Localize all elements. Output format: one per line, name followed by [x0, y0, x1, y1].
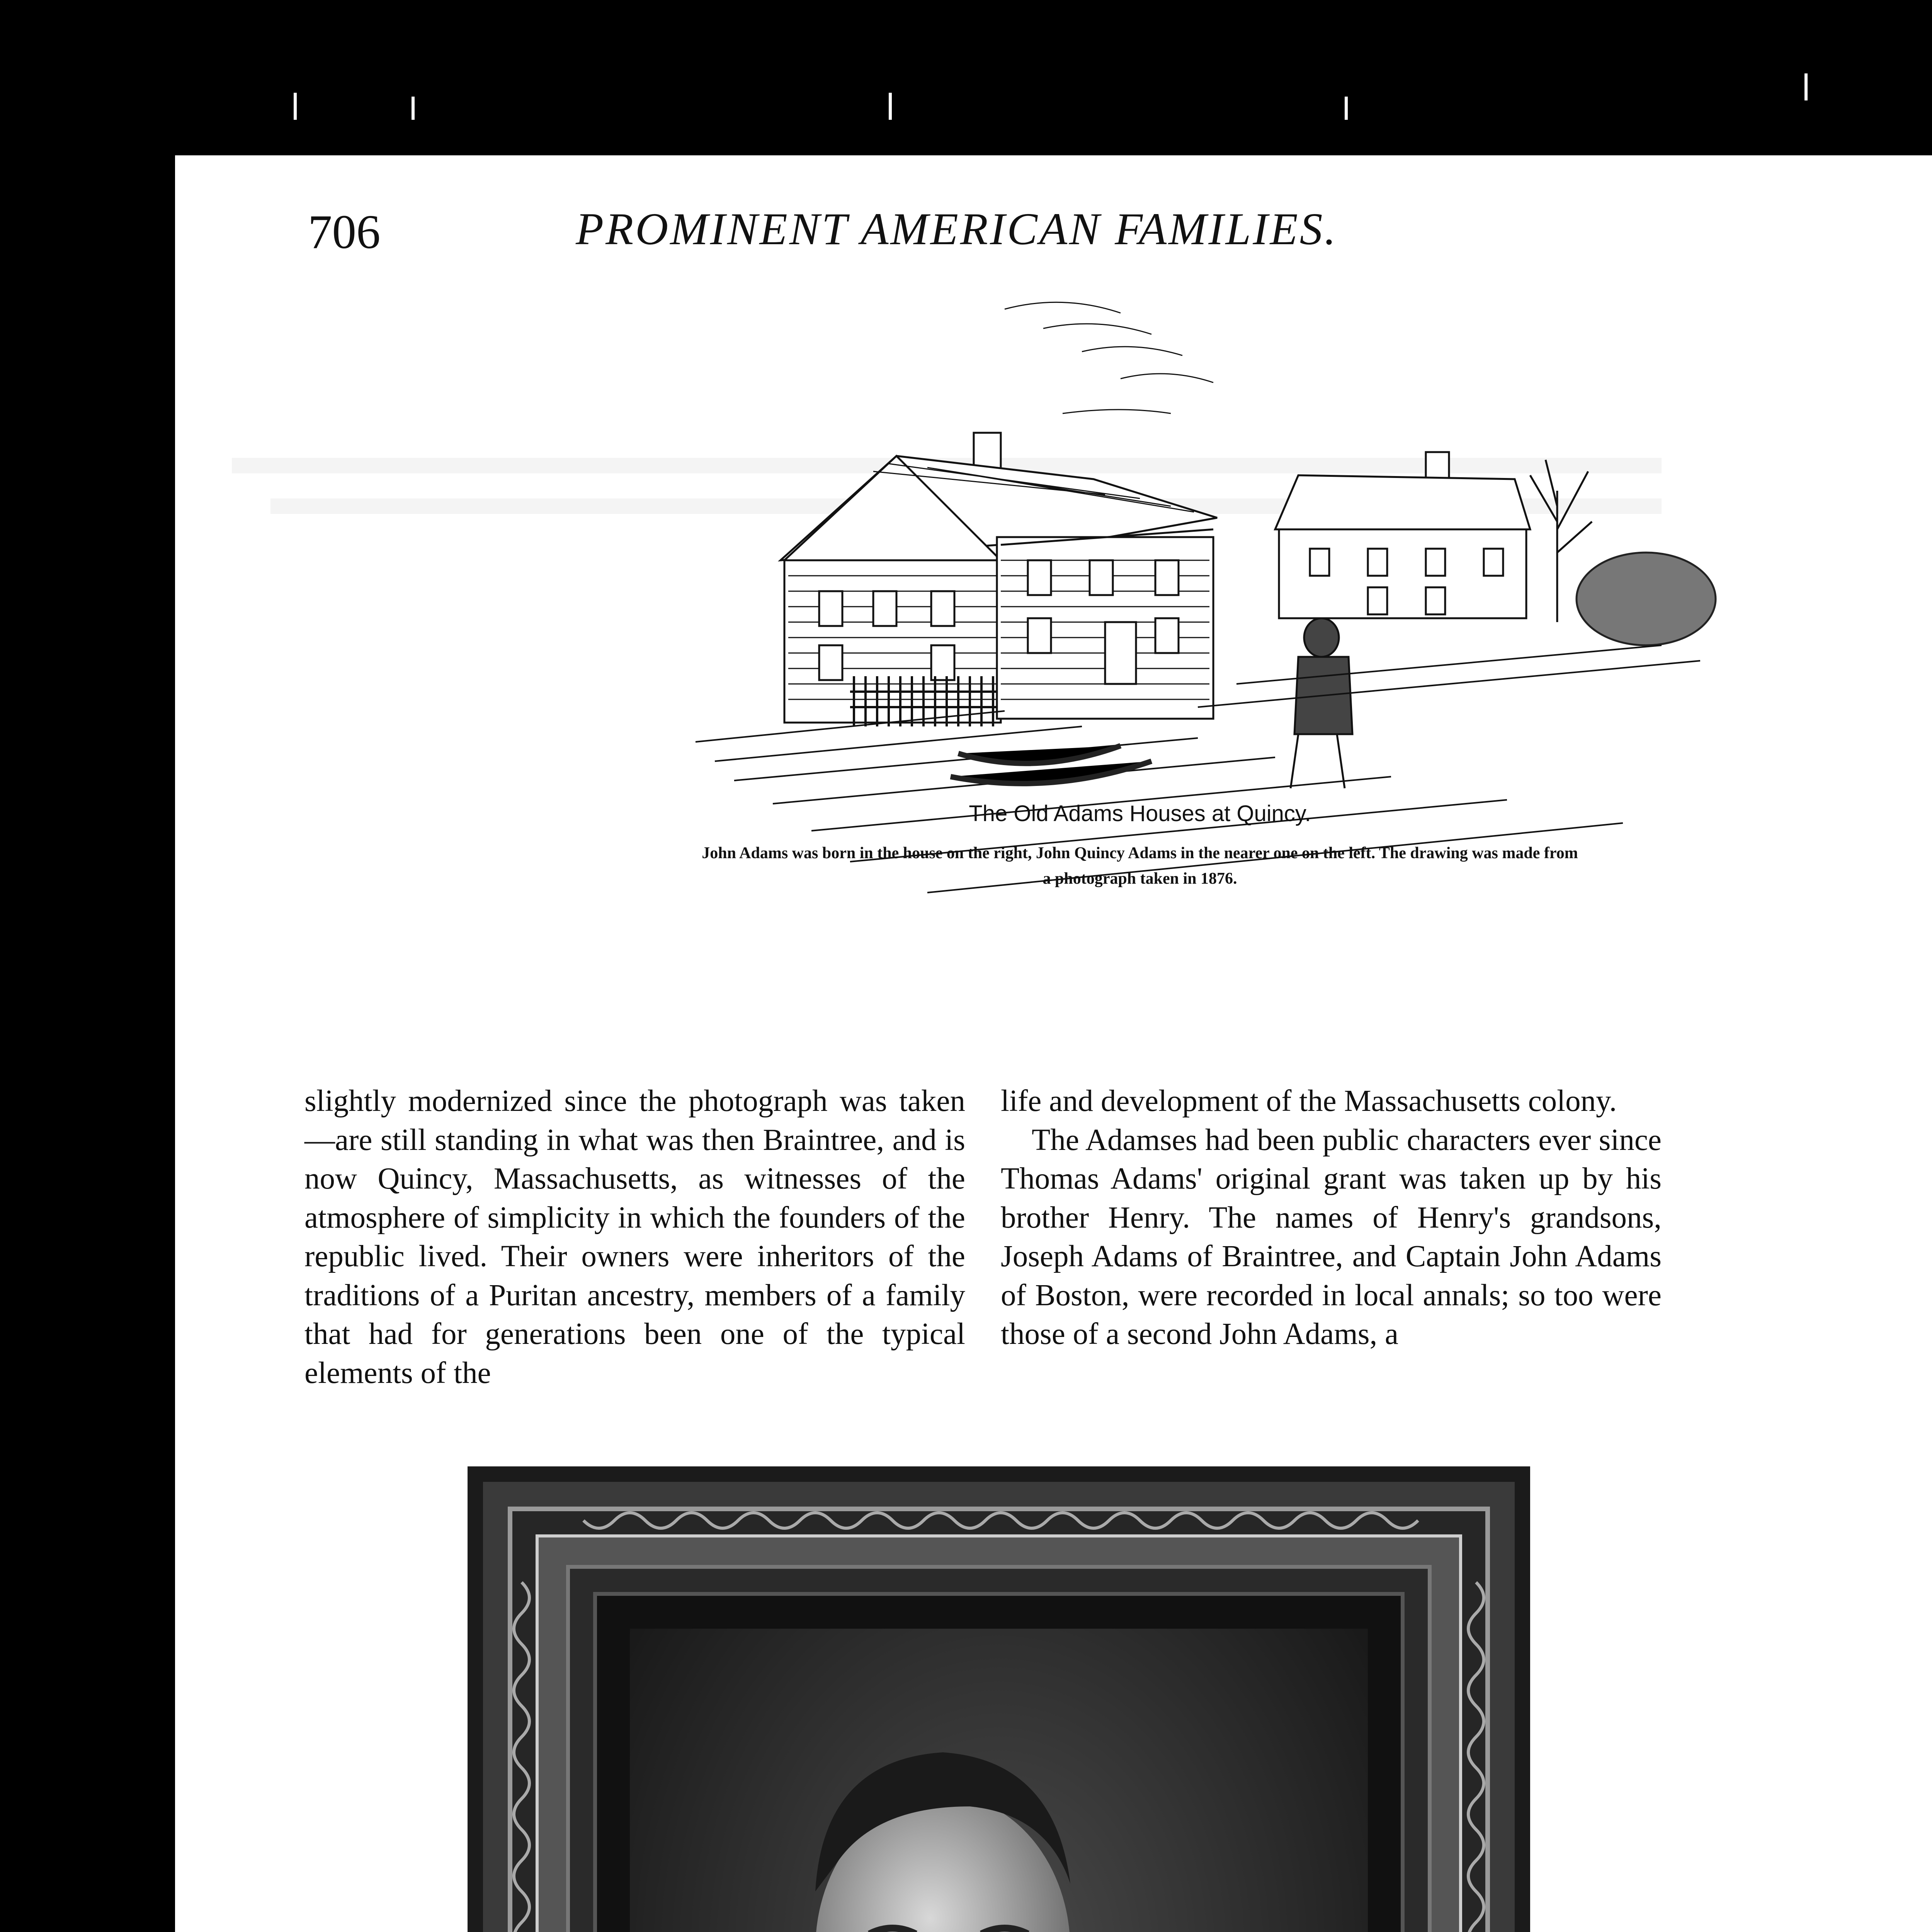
- page-number: 706: [308, 206, 381, 259]
- body-text-left-column: slightly modernized since the photograph was taken—are still standing in what was then Braintree, and is now Quincy, Massachusetts, as witnesses of the atmosphere of simplicity in which the founders of the republic lived. Their owners were inheritors of the traditions of a Puritan ancestry, members of a family that had for generations been one of the typical elements of the: [304, 1084, 965, 1390]
- paragraph: The Adamses had been public characters ever since Thomas Adams' original grant was taken up by his brother Henry. The names of Henry's grandsons, Joseph Adams of Braintree, and Captain John Adams of Boston, were recorded in local annals; so too were those of a second John Adams, a: [1001, 1123, 1662, 1351]
- houses-description-line: a photograph taken in 1876.: [1043, 870, 1237, 888]
- houses-figure-title: The Old Adams Houses at Quincy.: [969, 801, 1311, 826]
- john-quincy-adams-portrait: [468, 1466, 1530, 1932]
- paragraph: life and development of the Massachusetts colony.: [1001, 1084, 1617, 1118]
- running-head: PROMINENT AMERICAN FAMILIES.: [576, 204, 1338, 254]
- houses-description-line: John Adams was born in the house on the right, John Quincy Adams in the nearer one on the left. The drawing was made from: [702, 844, 1578, 862]
- old-adams-houses-engraving: [657, 290, 1739, 927]
- body-text-right-column: [1001, 1082, 1662, 1354]
- paragraph-indented: [1001, 1121, 1662, 1354]
- houses-figure-description: [386, 840, 1893, 891]
